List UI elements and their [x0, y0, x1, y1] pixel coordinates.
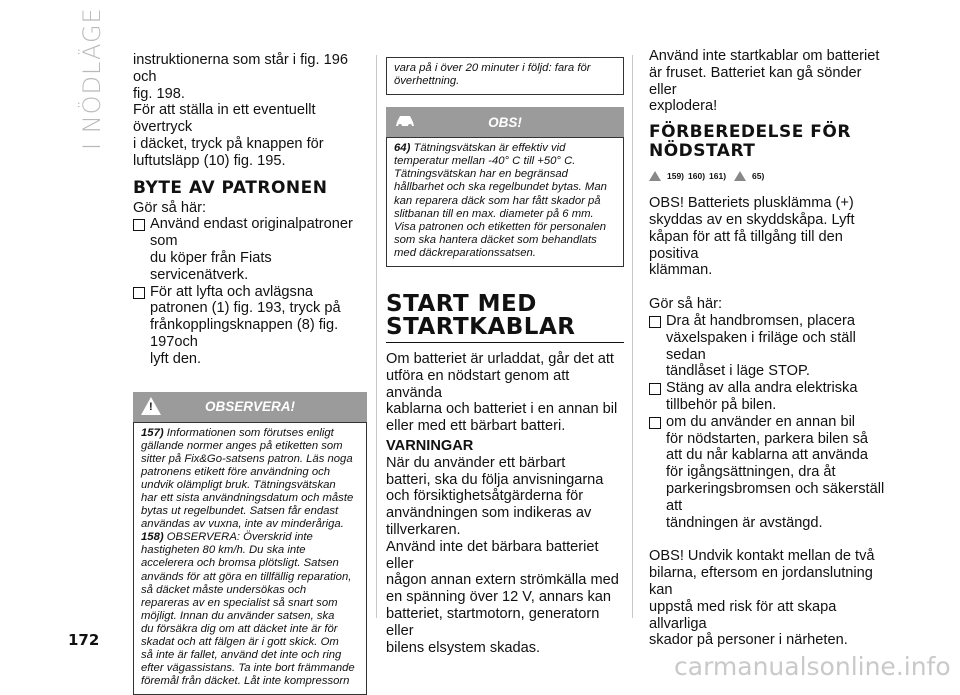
watermark: carmanualsonline.info	[674, 652, 951, 681]
column-1	[133, 52, 367, 695]
checkbox-icon	[649, 417, 661, 429]
checkbox-icon	[649, 383, 661, 395]
intro-paragraph: instruktionerna som står i fig. 196 och fig. 198. För att ställa in ett eventuellt övertryck i däcket, tryck på knappen för luftutsläpp (10) fig. 195.	[133, 52, 348, 169]
instruction-lead: Gör så här:	[133, 199, 206, 216]
checkbox-icon	[649, 316, 661, 328]
divider	[632, 55, 633, 618]
checkbox-icon	[133, 219, 145, 231]
warning-header: ! OBSERVERA!	[133, 392, 367, 422]
paragraph: OBS! Undvik kontakt mellan de två bilarna, eftersom en jordanslutning kan uppstå med risk för att skapa allvarliga skador på personer i närheten.	[649, 548, 875, 649]
obs-body: 64) Tätningsvätskan är effektiv vid temperatur mellan -40° C till +50° C. Tätningsvätskan har en begränsad hållbarhet och ska regelbundet bytas. Man kan reparera däck som har fått skador på slitbanan till en max. diameter på 6 mm. Visa patronen och etiketten för personalen som ska hantera däcket som behandlats med däckreparationssatsen.	[386, 137, 624, 267]
paragraph: OBS! Batteriets plusklämma (+) skyddas av en skyddskåpa. Lyft kåpan för att få tillgång till den positiva klämman.	[649, 195, 855, 279]
list-item: Dra åt handbromsen, placera växelspaken i friläge och ställ sedan tändlåset i läge STOP.	[649, 313, 889, 380]
obs-note	[386, 107, 624, 267]
warning-triangle-icon	[649, 171, 661, 181]
section-heading: BYTE AV PATRONEN	[133, 177, 328, 198]
checkbox-icon	[133, 287, 145, 299]
paragraph: Om batteriet är urladdat, går det att utföra en nödstart genom att använda kablarna och batteriet i en annan bil eller med ett bärbart batteri.	[386, 351, 618, 435]
warning-note	[133, 392, 367, 695]
divider	[376, 55, 377, 618]
paragraph: Använd inte det bärbara batteriet eller någon annan extern strömkälla med en spänning över 12 V, annars kan batteriet, startmotorn, generatorn eller bilens elsystem skadas.	[386, 538, 619, 656]
list-item: För att lyfta och avlägsna patronen (1) fig. 193, tryck på frånkopplingsknappen (8) fig. 197och lyft den.	[133, 284, 367, 368]
note-158: 158) OBSERVERA: Överskrid inte hastigheten 80 km/h. Du ska inte accelerera och bromsa plötsligt. Satsen används för att göra en tillfällig reparation, så däcket måste undersökas och repareras av en specialist så snart som möjligt. Innan du använder satsen, ska du försäkra dig om att däcket inte är för skadat och att fälgen är i gott skick. Om så inte är fallet, använd det inte och ring efter vägassistans. Ta inte bort främmande föremål från däcket. Låt inte kompressorn	[141, 531, 355, 688]
reference-marks: 159) 160) 161) 65)	[649, 163, 889, 181]
column-3	[649, 48, 889, 649]
page-number: 172	[68, 631, 100, 649]
obs-header: OBS!	[386, 107, 624, 137]
warning-continuation: vara på i över 20 minuter i följd: fara för överhettning.	[386, 57, 624, 95]
list-item: Stäng av alla andra elektriska tillbehör på bilen.	[649, 380, 889, 414]
heading-rule	[386, 342, 624, 343]
instruction-lead: Gör så här:	[649, 296, 722, 313]
section-side-tab: I NÖDLÄGE	[78, 7, 106, 150]
car-warning-icon	[734, 171, 746, 181]
list-item: Använd endast originalpatroner som du köper från Fiats servicenätverk.	[133, 216, 367, 283]
paragraph: Använd inte startkablar om batteriet är fruset. Batteriet kan gå sönder eller explodera!	[649, 48, 880, 115]
note-157: 157) Informationen som förutses enligt gällande normer anges på etiketten som sitter på Fix&Go-satsens patron. Läs noga patronens etikett före användning och undvik olämpligt bruk. Tätningsvätskan har ett sista användningsdatum och måste bytas ut regelbundet. Satsen får endast användas av vuxna, inte av minderåriga.	[141, 426, 354, 531]
paragraph: När du använder ett bärbart batteri, ska du följa anvisningarna och försiktighetsåtgärderna för användningen som indikeras av tillverkaren.	[386, 454, 604, 538]
warning-body	[133, 422, 367, 695]
list-item: om du använder en annan bil för nödstarten, parkera bilen så att du når kablarna att använda för igångsättningen, dra åt parkeringsbromsen och säkerställ att tändningen är avstängd.	[649, 414, 889, 532]
section-heading: FÖRBEREDELSE FÖR NÖDSTART	[649, 122, 851, 162]
section-heading: START MED STARTKABLAR	[386, 291, 576, 341]
column-2	[386, 57, 624, 656]
warnings-label: VARNINGAR	[386, 438, 474, 455]
car-icon	[394, 113, 416, 129]
